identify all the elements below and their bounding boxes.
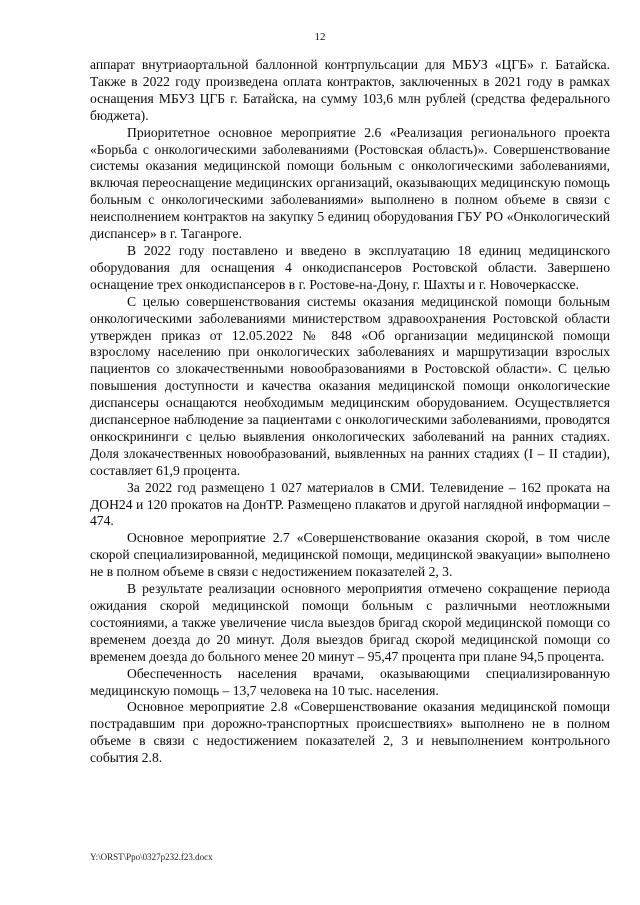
- paragraph-order-848: С целью совершенствования системы оказания медицинской помощи больным онкологическими заболеваниями министерством здравоохранения Ростовской области утвержден приказ от 12.05.2022 № 848 «Об организации медицинской помощи взрослому населению при онкологических заболеваниях и маршрутизации взрослых пациентов со злокачественными новообразованиями в Ростовской области». С целью повышения доступности и качества оказания медицинской помощи онкологические диспансеры оснащаются необходимым медицинским оборудованием. Осуществляется диспансерное наблюдение за пациентами с онкологическими заболеваниями, проводятся онкоскрининги с целью выявления онкологических заболеваний на ранних стадиях. Доля злокачественных новообразований, выявленных на ранних стадиях (I – II стадии), составляет 61,9 процента.: [90, 293, 610, 478]
- paragraph-equipment-2022: В 2022 году поставлено и введено в эксплуатацию 18 единиц медицинского оборудования для оснащения 4 онкодиспансеров Ростовской области. Завершено оснащение трех онкодиспансеров в г. Ростове-на-Дону, г. Шахты и г. Новочеркасске.: [90, 242, 610, 292]
- paragraph-measure-2-7: Основное мероприятие 2.7 «Совершенствование оказания скорой, в том числе скорой специализированной, медицинской помощи, медицинской эвакуации» выполнено не в полном объеме в связи с недостижением показателей 2, 3.: [90, 530, 610, 580]
- paragraph-measure-2-8: Основное мероприятие 2.8 «Совершенствование оказания медицинской помощи пострадавшим при дорожно-транспортных происшествиях» выполнено не в полном объеме в связи с недостижением показателей 2, 3 и невыполнением контрольного события 2.8.: [90, 699, 610, 766]
- paragraph-media: За 2022 год размещено 1 027 материалов в СМИ. Телевидение – 162 проката на ДОН24 и 120 прокатов на ДонТР. Размещено плакатов и другой наглядной информации – 474.: [90, 479, 610, 529]
- page-number: 12: [314, 31, 326, 43]
- document-body: [90, 57, 610, 767]
- file-path-footer: Y:\ORST\Ppo\0327p232.f23.docx: [90, 852, 213, 862]
- paragraph-continuation: аппарат внутриаортальной баллонной контрпульсации для МБУЗ «ЦГБ» г. Батайска. Также в 2022 году произведена оплата контрактов, заключенных в 2021 году в рамках оснащения МБУЗ ЦГБ г. Батайска, на сумму 103,6 млн рублей (средства федерального бюджета).: [90, 57, 610, 123]
- paragraph-ambulance-results: В результате реализации основного мероприятия отмечено сокращение периода ожидания скорой медицинской помощи больным с различными неотложными состояниями, а также увеличение числа выездов бригад скорой медицинской помощи со временем доезда до 20 минут. Доля выездов бригад скорой медицинской помощи со временем доезда до больного менее 20 минут – 95,47 процента при плане 94,5 процента.: [90, 581, 610, 664]
- paragraph-physicians-ratio: Обеспеченность населения врачами, оказывающими специализированную медицинскую помощь – 13,7 человека на 10 тыс. населения.: [90, 665, 610, 698]
- paragraph-measure-2-6: Приоритетное основное мероприятие 2.6 «Реализация регионального проекта «Борьба с онкологическими заболеваниями (Ростовская область)». Совершенствование системы оказания медицинской помощи больным с онкологическими заболеваниями, включая переоснащение медицинских организаций, оказывающих медицинскую помощь больным с онкологическими заболеваниями» выполнено в полном объеме в связи с неисполнением контрактов на закупку 5 единиц оборудования ГБУ РО «Онкологический диспансер» в г. Таганроге.: [90, 124, 610, 242]
